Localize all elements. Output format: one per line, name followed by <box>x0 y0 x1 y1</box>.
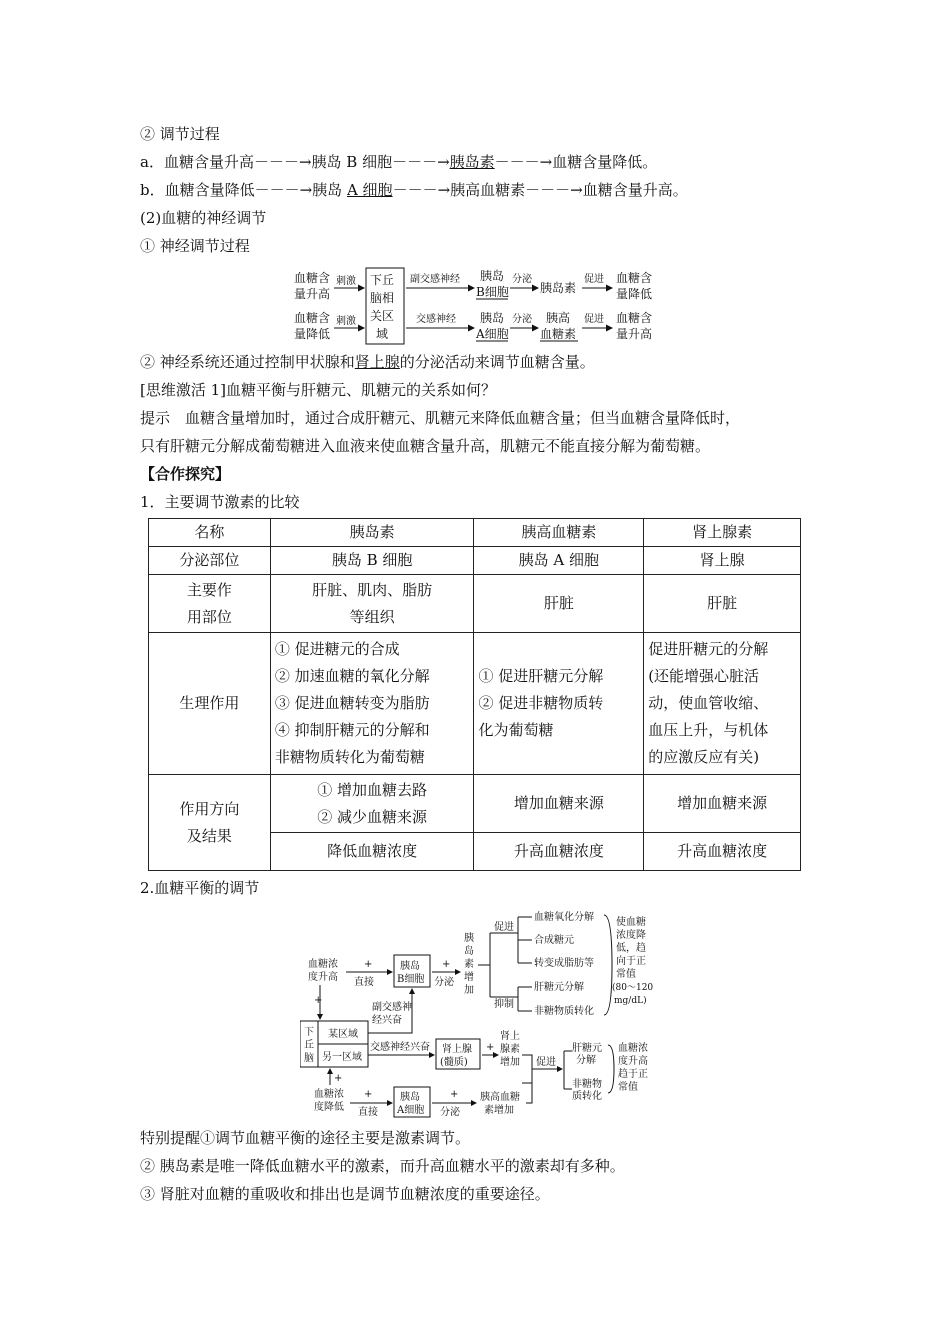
table-row <box>149 547 801 575</box>
d1-a-cell-2: A细胞 <box>476 327 509 341</box>
hint-line-1: 提示 血糖含量增加时，通过合成肝糖元、肌糖元来降低血糖含量；但当血糖含量降低时， <box>140 409 741 427</box>
thinking-question: [思维激活 1]血糖平衡与肝糖元、肌糖元的关系如何？ <box>140 381 497 399</box>
d2-secrete: 分泌 <box>434 977 454 988</box>
d2-para-2: 经兴奋 <box>372 1015 402 1026</box>
d2-plus: + <box>334 1073 343 1084</box>
d2-plus: + <box>442 959 451 970</box>
svg-text:胰: 胰 <box>464 933 474 944</box>
d2-effect-fat: 转变成脂肪等 <box>534 958 594 969</box>
d1-stim-lo-b: 量降低 <box>294 327 331 341</box>
table-cell: 降低血糖浓度 <box>270 833 474 871</box>
cooperative-heading: 【合作探究】 <box>140 465 231 483</box>
svg-text:增加: 增加 <box>500 1057 520 1068</box>
table-cell: 升高血糖浓度 <box>644 833 801 871</box>
table-cell: ① 促进糖元的合成 ② 加速血糖的氧化分解 ③ 促进血糖转变为脂肪 ④ 抑制肝糖元的分解和 非糖物质转化为葡萄糖 <box>270 633 474 775</box>
d2-region-b: 另一区域 <box>322 1052 362 1063</box>
table-cell: 胰岛 B 细胞 <box>270 547 474 575</box>
d2-direct: 直接 <box>354 977 374 988</box>
insulin-underlined: 胰岛素 <box>449 153 495 171</box>
d2-promote: 促进 <box>536 1057 556 1068</box>
d2-adrenal-1: 肾上腺 <box>442 1044 472 1055</box>
special-note-3: ③ 肾脏对血糖的重吸收和排出也是调节血糖浓度的重要途径。 <box>140 1185 550 1203</box>
process-b: b．血糖含量降低－－－→胰岛 A 细胞－－－→胰高血糖素－－－→血糖含量升高。 <box>140 181 688 199</box>
adrenal-underlined: 肾上腺 <box>354 353 400 371</box>
d2-plus: + <box>364 959 373 970</box>
d2-b-cell-1: 胰岛 <box>400 961 420 972</box>
table-cell: 增加血糖来源 <box>474 775 644 833</box>
d2-result-lower <box>612 915 653 1006</box>
hormone-comparison-table <box>148 518 801 871</box>
table-cell: 肾上腺 <box>644 547 801 575</box>
table-header: 名称 <box>149 519 271 547</box>
table-cell: ① 促进肝糖元分解 ② 促进非糖物质转 化为葡萄糖 <box>474 633 644 775</box>
svg-text:(80～120: (80～120 <box>612 983 654 993</box>
d1-result-raise-b: 量升高 <box>616 327 653 341</box>
d2-effect-liver: 肝糖元分解 <box>534 982 584 993</box>
d2-hyp-1: 下 <box>304 1027 314 1038</box>
table-cell: 促进肝糖元的分解 (还能增强心脏活 动，使血管收缩、 血压上升，与机体 的应激反应有关) <box>644 633 801 775</box>
d2-low-a: 血糖浓 <box>314 1089 344 1100</box>
table-row <box>149 575 801 633</box>
table-cell: 胰岛 A 细胞 <box>474 547 644 575</box>
table-row <box>149 775 801 833</box>
hormone-comparison-heading: 1．主要调节激素的比较 <box>140 493 300 511</box>
svg-text:低，趋: 低，趋 <box>616 943 646 954</box>
table-cell: 升高血糖浓度 <box>474 833 644 871</box>
d1-sympathetic: 交感神经 <box>416 314 456 325</box>
table-row <box>149 633 801 775</box>
regulation-heading: 2.血糖平衡的调节 <box>140 879 260 897</box>
d1-stimulus-label: 刺激 <box>336 316 356 327</box>
table-cell: ① 增加血糖去路 ② 减少血糖来源 <box>270 775 474 833</box>
svg-text:腺素: 腺素 <box>500 1044 520 1055</box>
d1-stim-hi-a: 血糖含 <box>294 271 331 285</box>
d1-hyp-3: 关区 <box>370 309 395 323</box>
d2-effect-nonsugar: 非糖物质转化 <box>534 1006 594 1017</box>
d2-a-cell-2: A细胞 <box>397 1105 425 1116</box>
glucose-regulation-diagram <box>300 905 665 1120</box>
d2-result-raise <box>618 1041 648 1093</box>
hint-line-2: 只有肝糖元分解成葡萄糖进入血液来使血糖含量升高，肌糖元不能直接分解为葡萄糖。 <box>140 437 711 455</box>
d2-direct: 直接 <box>358 1107 378 1118</box>
neural-regulation-diagram <box>290 262 670 348</box>
d1-result-lower-a: 血糖含 <box>616 271 653 285</box>
d1-a-cell-1: 胰岛 <box>480 311 505 325</box>
a-cell-underlined: A 细胞 <box>346 181 393 199</box>
d2-adrenaline-increase <box>500 1029 520 1068</box>
svg-text:度升高: 度升高 <box>618 1056 648 1067</box>
d1-secrete: 分泌 <box>512 274 532 285</box>
table-cell: 肝脏 <box>474 575 644 633</box>
table-row <box>149 519 801 547</box>
svg-text:向于正: 向于正 <box>616 956 646 967</box>
svg-text:肾上: 肾上 <box>500 1031 520 1042</box>
special-note-1: 特别提醒①调节血糖平衡的途径主要是激素调节。 <box>140 1129 471 1147</box>
d1-hyp-2: 脑相 <box>370 291 395 305</box>
d2-plus: + <box>450 1089 459 1100</box>
d2-inhibit: 抑制 <box>494 999 514 1010</box>
table-cell: 生理作用 <box>149 633 271 775</box>
svg-text:常值: 常值 <box>616 969 636 980</box>
table-cell: 肝脏 <box>644 575 801 633</box>
neural-process-heading: ① 神经调节过程 <box>140 237 250 255</box>
svg-text:加: 加 <box>464 985 474 996</box>
svg-text:浓度降: 浓度降 <box>616 930 646 941</box>
table-cell: 肝脏、肌肉、脂肪 等组织 <box>270 575 474 633</box>
svg-text:血糖浓: 血糖浓 <box>618 1043 648 1054</box>
d2-high-b: 度升高 <box>308 972 338 983</box>
d2-effect-glycogen: 合成糖元 <box>534 935 574 946</box>
process-a: a．血糖含量升高－－－→胰岛 B 细胞－－－→胰岛素－－－→血糖含量降低。 <box>140 153 658 171</box>
table-cell: 主要作 用部位 <box>149 575 271 633</box>
d1-stim-hi-b: 量升高 <box>294 287 331 301</box>
d1-stimulus-label: 刺激 <box>336 276 356 287</box>
d2-plus: + <box>314 995 323 1006</box>
d2-promote: 促进 <box>494 922 514 933</box>
d2-a-cell-1: 胰岛 <box>400 1092 420 1103</box>
d2-sympathetic: 交感神经兴奋 <box>370 1042 430 1053</box>
d1-parasympathetic: 副交感神经 <box>410 274 460 285</box>
d2-plus: + <box>364 1089 373 1100</box>
d2-high-a: 血糖浓 <box>308 959 338 970</box>
svg-text:使血糖: 使血糖 <box>616 917 646 928</box>
table-header: 肾上腺素 <box>644 519 801 547</box>
d1-hyp-1: 下丘 <box>370 273 395 287</box>
table-header: 胰岛素 <box>270 519 474 547</box>
d1-promote: 促进 <box>584 314 604 325</box>
svg-text:常值: 常值 <box>618 1082 638 1093</box>
d2-liver-1: 肝糖元 <box>572 1043 602 1054</box>
d1-secrete: 分泌 <box>512 314 532 325</box>
d1-glucagon-2: 血糖素 <box>540 327 577 341</box>
d2-b-cell-2: B细胞 <box>397 974 425 985</box>
d2-glucagon-2: 素增加 <box>484 1105 514 1116</box>
table-cell: 分泌部位 <box>149 547 271 575</box>
d2-adrenal-2: (髓质) <box>440 1057 468 1068</box>
svg-text:mg/dL): mg/dL) <box>614 996 647 1006</box>
d1-stim-lo-a: 血糖含 <box>294 311 331 325</box>
d2-nonsugar-1: 非糖物 <box>572 1079 602 1090</box>
d2-low-b: 度降低 <box>314 1102 344 1113</box>
table-cell: 作用方向 及结果 <box>149 775 271 871</box>
d1-glucagon-1: 胰高 <box>546 311 571 325</box>
d1-result-lower-b: 量降低 <box>616 287 653 301</box>
d2-hyp-2: 丘 <box>304 1040 314 1051</box>
d1-result-raise-a: 血糖含 <box>616 311 653 325</box>
svg-text:增: 增 <box>464 972 474 983</box>
neural-endocrine-note: ② 神经系统还通过控制甲状腺和肾上腺的分泌活动来调节血糖含量。 <box>140 353 595 371</box>
d2-liver-2: 分解 <box>576 1055 596 1066</box>
d2-hyp-3: 脑 <box>304 1053 314 1064</box>
d1-b-cell-1: 胰岛 <box>480 269 505 283</box>
table-cell: 增加血糖来源 <box>644 775 801 833</box>
d2-secrete: 分泌 <box>440 1107 460 1118</box>
d2-effect-oxidation: 血糖氧化分解 <box>534 912 594 923</box>
d2-para-1: 副交感神 <box>372 1002 412 1013</box>
d1-b-cell-2: B细胞 <box>476 285 509 299</box>
d2-plus: + <box>486 1042 495 1053</box>
d2-glucagon-1: 胰高血糖 <box>480 1092 520 1103</box>
svg-text:趋于正: 趋于正 <box>618 1069 648 1080</box>
svg-text:岛: 岛 <box>464 946 474 957</box>
process-heading: ② 调节过程 <box>140 125 220 143</box>
table-header: 胰高血糖素 <box>474 519 644 547</box>
d1-promote: 促进 <box>584 274 604 285</box>
d1-hyp-4: 域 <box>376 327 389 341</box>
d2-region-a: 某区域 <box>328 1029 358 1040</box>
d2-nonsugar-2: 质转化 <box>572 1091 602 1102</box>
svg-text:素: 素 <box>464 959 474 970</box>
d1-insulin: 胰岛素 <box>540 281 577 295</box>
neural-heading: (2)血糖的神经调节 <box>140 209 267 227</box>
special-note-2: ② 胰岛素是唯一降低血糖水平的激素，而升高血糖水平的激素却有多种。 <box>140 1157 625 1175</box>
d2-insulin-increase <box>464 931 474 996</box>
